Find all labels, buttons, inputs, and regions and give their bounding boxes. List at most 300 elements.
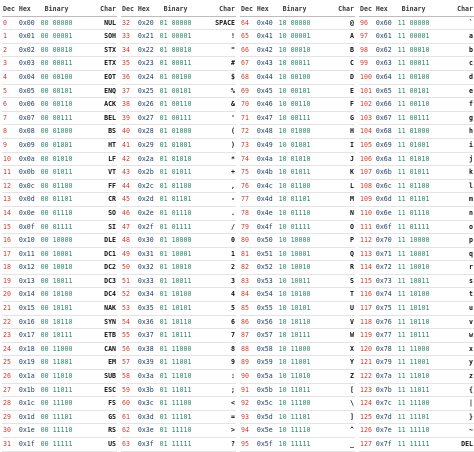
char-cell: HT	[108, 140, 117, 149]
dec-cell: 91	[241, 385, 249, 394]
dec-cell: 55	[122, 331, 130, 340]
hex-cell: 0x72	[375, 263, 392, 272]
hex-cell: 0x54	[256, 290, 273, 299]
hex-cell: 0x4d	[256, 195, 273, 204]
table-row	[240, 71, 355, 85]
hex-cell: 0x37	[137, 331, 154, 340]
binary-cell: 00 00100	[40, 72, 73, 81]
hex-cell: 0x77	[375, 331, 392, 340]
binary-cell: 10 10111	[278, 331, 311, 340]
binary-cell: 10 00010	[278, 45, 311, 54]
char-cell: B	[350, 45, 355, 54]
char-cell: 2	[231, 263, 236, 272]
header-char: Char	[338, 5, 354, 13]
char-cell: (	[231, 127, 236, 136]
char-cell: i	[469, 140, 474, 149]
table-row	[121, 57, 236, 71]
binary-cell: 11 00001	[397, 32, 430, 41]
hex-cell: 0x1d	[18, 412, 35, 421]
binary-cell: 00 11010	[40, 372, 73, 381]
dec-cell: 17	[3, 249, 11, 258]
binary-cell: 01 11001	[159, 358, 192, 367]
binary-cell: 10 11100	[278, 399, 311, 408]
table-row	[2, 234, 117, 248]
dec-cell: 105	[360, 140, 372, 149]
table-row	[121, 85, 236, 99]
char-cell: L	[350, 181, 355, 190]
char-cell: EOT	[104, 72, 117, 81]
binary-cell: 11 11000	[397, 344, 430, 353]
dec-cell: 27	[3, 385, 11, 394]
char-cell: ETB	[104, 331, 117, 340]
char-cell: -	[231, 195, 236, 204]
dec-cell: 1	[3, 32, 7, 41]
binary-cell: 10 11110	[278, 426, 311, 435]
char-cell: E	[350, 86, 355, 95]
char-cell: 9	[231, 358, 236, 367]
binary-cell: 10 00011	[278, 59, 311, 68]
char-cell: f	[469, 100, 474, 109]
hex-cell: 0x02	[18, 45, 35, 54]
char-cell: BEL	[104, 113, 117, 122]
binary-cell: 11 11110	[397, 426, 430, 435]
dec-cell: 96	[360, 18, 368, 27]
table-row	[240, 343, 355, 357]
table-row	[240, 17, 355, 31]
dec-cell: 84	[241, 290, 249, 299]
table-row	[2, 302, 117, 316]
char-cell: 0	[231, 236, 236, 245]
dec-cell: 82	[241, 263, 249, 272]
char-cell: s	[469, 276, 474, 285]
header-binary: Binary	[282, 5, 307, 13]
table-row	[359, 384, 474, 398]
table-row	[121, 71, 236, 85]
table-row	[240, 234, 355, 248]
char-cell: SUB	[104, 372, 117, 381]
binary-cell: 00 10010	[40, 263, 73, 272]
binary-cell: 01 01110	[159, 208, 192, 217]
table-row	[359, 17, 474, 31]
table-row	[2, 329, 117, 343]
char-cell: J	[350, 154, 355, 163]
binary-cell: 11 01111	[397, 222, 430, 231]
char-cell: e	[469, 86, 474, 95]
dec-cell: 103	[360, 113, 372, 122]
dec-cell: 43	[122, 168, 130, 177]
hex-cell: 0x66	[375, 100, 392, 109]
dec-cell: 78	[241, 208, 249, 217]
binary-cell: 00 10101	[40, 304, 73, 313]
table-row	[240, 316, 355, 330]
binary-cell: 10 11010	[278, 372, 311, 381]
char-cell: h	[469, 127, 474, 136]
binary-cell: 01 11000	[159, 344, 192, 353]
binary-cell: 11 11011	[397, 385, 430, 394]
hex-cell: 0x29	[137, 140, 154, 149]
table-row	[240, 44, 355, 58]
hex-cell: 0x7d	[375, 412, 392, 421]
binary-cell: 11 11001	[397, 358, 430, 367]
dec-cell: 61	[122, 412, 130, 421]
hex-cell: 0x52	[256, 263, 273, 272]
dec-cell: 31	[3, 440, 11, 448]
dec-cell: 108	[360, 181, 372, 190]
char-cell: =	[231, 412, 236, 421]
table-row	[240, 207, 355, 221]
dec-cell: 113	[360, 249, 372, 258]
binary-cell: 01 11011	[159, 385, 192, 394]
dec-cell: 29	[3, 412, 11, 421]
hex-cell: 0x2a	[137, 154, 154, 163]
hex-cell: 0x01	[18, 32, 35, 41]
table-row	[2, 411, 117, 425]
char-cell: NUL	[104, 18, 117, 27]
table-row	[240, 356, 355, 370]
hex-cell: 0x5e	[256, 426, 273, 435]
binary-cell: 00 10000	[40, 236, 73, 245]
table-row	[240, 261, 355, 275]
char-cell: "	[231, 45, 236, 54]
hex-cell: 0x65	[375, 86, 392, 95]
hex-cell: 0x50	[256, 236, 273, 245]
hex-cell: 0x11	[18, 249, 35, 258]
table-row	[359, 248, 474, 262]
dec-cell: 74	[241, 154, 249, 163]
dec-cell: 50	[122, 263, 130, 272]
char-cell: ?	[231, 440, 236, 448]
hex-cell: 0x1b	[18, 385, 35, 394]
hex-cell: 0x30	[137, 236, 154, 245]
dec-cell: 71	[241, 113, 249, 122]
table-row	[359, 275, 474, 289]
hex-cell: 0x4e	[256, 208, 273, 217]
binary-cell: 10 11001	[278, 358, 311, 367]
table-row	[240, 248, 355, 262]
hex-cell: 0x7b	[375, 385, 392, 394]
table-header	[121, 3, 236, 17]
dec-cell: 87	[241, 331, 249, 340]
table-row	[2, 343, 117, 357]
hex-cell: 0x4f	[256, 222, 273, 231]
table-row	[359, 71, 474, 85]
hex-cell: 0x47	[256, 113, 273, 122]
char-cell: FS	[108, 399, 117, 408]
dec-cell: 25	[3, 358, 11, 367]
table-row	[121, 288, 236, 302]
hex-cell: 0x78	[375, 344, 392, 353]
table-row	[240, 112, 355, 126]
table-row	[2, 316, 117, 330]
binary-cell: 00 10100	[40, 290, 73, 299]
table-row	[359, 180, 474, 194]
hex-cell: 0x13	[18, 276, 35, 285]
hex-cell: 0x0e	[18, 208, 35, 217]
hex-cell: 0x3a	[137, 372, 154, 381]
binary-cell: 10 00100	[278, 72, 311, 81]
hex-cell: 0x0d	[18, 195, 35, 204]
char-cell: v	[469, 317, 474, 326]
binary-cell: 01 10000	[159, 236, 192, 245]
table-row	[121, 193, 236, 207]
hex-cell: 0x6f	[375, 222, 392, 231]
dec-cell: 36	[122, 72, 130, 81]
binary-cell: 10 01100	[278, 181, 311, 190]
char-cell: <	[231, 399, 236, 408]
binary-cell: 10 01110	[278, 208, 311, 217]
hex-cell: 0x4c	[256, 181, 273, 190]
char-cell: G	[350, 113, 355, 122]
hex-cell: 0x60	[375, 18, 392, 27]
dec-cell: 73	[241, 140, 249, 149]
hex-cell: 0x1a	[18, 372, 35, 381]
hex-cell: 0x24	[137, 72, 154, 81]
char-cell: X	[350, 344, 355, 353]
ascii-block-2	[121, 3, 236, 448]
binary-cell: 01 00011	[159, 59, 192, 68]
rows-container	[240, 17, 355, 452]
hex-cell: 0x12	[18, 263, 35, 272]
dec-cell: 13	[3, 195, 11, 204]
table-row	[121, 166, 236, 180]
binary-cell: 11 01101	[397, 195, 430, 204]
char-cell: o	[469, 222, 474, 231]
binary-cell: 00 10001	[40, 249, 73, 258]
char-cell: SI	[108, 222, 117, 231]
table-row	[359, 234, 474, 248]
char-cell: )	[231, 140, 236, 149]
binary-cell: 10 10000	[278, 236, 311, 245]
hex-cell: 0x20	[137, 18, 154, 27]
binary-cell: 10 10011	[278, 276, 311, 285]
table-row	[121, 221, 236, 235]
char-cell: NAK	[104, 304, 117, 313]
char-cell: z	[469, 372, 474, 381]
binary-cell: 11 01010	[397, 154, 430, 163]
table-row	[2, 384, 117, 398]
table-row	[240, 30, 355, 44]
dec-cell: 11	[3, 168, 11, 177]
binary-cell: 00 10110	[40, 317, 73, 326]
hex-cell: 0x09	[18, 140, 35, 149]
hex-cell: 0x53	[256, 276, 273, 285]
binary-cell: 11 10111	[397, 331, 430, 340]
dec-cell: 21	[3, 304, 11, 313]
hex-cell: 0x7a	[375, 372, 392, 381]
binary-cell: 01 00010	[159, 45, 192, 54]
binary-cell: 11 11111	[397, 440, 430, 448]
char-cell: FF	[108, 181, 117, 190]
table-row	[359, 85, 474, 99]
binary-cell: 10 10110	[278, 317, 311, 326]
binary-cell: 01 11111	[159, 440, 192, 448]
binary-cell: 01 00111	[159, 113, 192, 122]
dec-cell: 77	[241, 195, 249, 204]
dec-cell: 88	[241, 344, 249, 353]
dec-cell: 15	[3, 222, 11, 231]
char-cell: $	[231, 72, 236, 81]
dec-cell: 104	[360, 127, 372, 136]
binary-cell: 01 10010	[159, 263, 192, 272]
binary-cell: 00 01100	[40, 181, 73, 190]
hex-cell: 0x19	[18, 358, 35, 367]
hex-cell: 0x41	[256, 32, 273, 41]
table-row	[240, 221, 355, 235]
binary-cell: 11 00111	[397, 113, 430, 122]
char-cell: .	[231, 208, 236, 217]
dec-cell: 41	[122, 140, 130, 149]
hex-cell: 0x70	[375, 236, 392, 245]
binary-cell: 00 11111	[40, 440, 73, 448]
binary-cell: 10 10010	[278, 263, 311, 272]
binary-cell: 01 11100	[159, 399, 192, 408]
char-cell: H	[350, 127, 355, 136]
hex-cell: 0x79	[375, 358, 392, 367]
dec-cell: 28	[3, 399, 11, 408]
binary-cell: 01 10111	[159, 331, 192, 340]
dec-cell: 56	[122, 344, 130, 353]
hex-cell: 0x64	[375, 72, 392, 81]
binary-cell: 01 10101	[159, 304, 192, 313]
char-cell: VT	[108, 168, 117, 177]
table-row	[2, 356, 117, 370]
table-row	[359, 207, 474, 221]
hex-cell: 0x5f	[256, 440, 273, 448]
binary-cell: 01 11101	[159, 412, 192, 421]
dec-cell: 35	[122, 59, 130, 68]
table-row	[121, 384, 236, 398]
table-header	[359, 3, 474, 17]
char-cell: R	[350, 263, 355, 272]
dec-cell: 2	[3, 45, 7, 54]
dec-cell: 58	[122, 372, 130, 381]
table-row	[240, 166, 355, 180]
dec-cell: 39	[122, 113, 130, 122]
char-cell: |	[469, 399, 474, 408]
binary-cell: 11 00000	[397, 18, 430, 27]
char-cell: ;	[231, 385, 236, 394]
dec-cell: 6	[3, 100, 7, 109]
hex-cell: 0x3f	[137, 440, 154, 448]
table-row	[2, 207, 117, 221]
binary-cell: 11 01011	[397, 168, 430, 177]
dec-cell: 83	[241, 276, 249, 285]
binary-cell: 00 00000	[40, 18, 73, 27]
hex-cell: 0x39	[137, 358, 154, 367]
table-row	[2, 98, 117, 112]
hex-cell: 0x59	[256, 358, 273, 367]
binary-cell: 01 10100	[159, 290, 192, 299]
table-row	[2, 71, 117, 85]
dec-cell: 33	[122, 32, 130, 41]
table-row	[359, 98, 474, 112]
binary-cell: 01 01011	[159, 168, 192, 177]
char-cell: l	[469, 181, 474, 190]
table-row	[240, 85, 355, 99]
hex-cell: 0x7e	[375, 426, 392, 435]
hex-cell: 0x36	[137, 317, 154, 326]
dec-cell: 23	[3, 331, 11, 340]
table-row	[121, 329, 236, 343]
dec-cell: 30	[3, 426, 11, 435]
binary-cell: 00 11000	[40, 344, 73, 353]
dec-cell: 80	[241, 236, 249, 245]
char-cell: S	[350, 276, 355, 285]
table-header	[240, 3, 355, 17]
binary-cell: 11 10011	[397, 276, 430, 285]
char-cell: STX	[104, 45, 117, 54]
char-cell: 6	[231, 317, 236, 326]
table-row	[121, 356, 236, 370]
hex-cell: 0x56	[256, 317, 273, 326]
char-cell: SYN	[104, 317, 117, 326]
header-dec: Dec	[3, 5, 15, 13]
header-hex: Hex	[256, 5, 269, 13]
hex-cell: 0x14	[18, 290, 35, 299]
table-row	[121, 112, 236, 126]
dec-cell: 72	[241, 127, 249, 136]
char-cell: \	[350, 399, 355, 408]
dec-cell: 38	[122, 100, 130, 109]
table-row	[240, 288, 355, 302]
binary-cell: 01 11010	[159, 372, 192, 381]
table-row	[359, 166, 474, 180]
table-row	[121, 261, 236, 275]
char-cell: SPACE	[215, 18, 236, 27]
char-cell: CAN	[104, 344, 117, 353]
table-row	[359, 125, 474, 139]
char-cell: 3	[231, 276, 236, 285]
table-row	[2, 153, 117, 167]
char-cell: &	[231, 100, 236, 109]
dec-cell: 67	[241, 59, 249, 68]
dec-cell: 120	[360, 344, 372, 353]
hex-cell: 0x5a	[256, 372, 273, 381]
dec-cell: 16	[3, 236, 11, 245]
table-row	[359, 316, 474, 330]
char-cell: ^	[350, 426, 355, 435]
hex-cell: 0x27	[137, 113, 154, 122]
table-row	[359, 221, 474, 235]
dec-cell: 110	[360, 208, 372, 217]
hex-cell: 0x3d	[137, 412, 154, 421]
dec-cell: 99	[360, 59, 368, 68]
dec-cell: 7	[3, 113, 7, 122]
table-row	[359, 438, 474, 452]
dec-cell: 47	[122, 222, 130, 231]
char-cell: M	[350, 195, 355, 204]
binary-cell: 00 00011	[40, 59, 73, 68]
binary-cell: 10 00111	[278, 113, 311, 122]
table-row	[240, 302, 355, 316]
dec-cell: 93	[241, 412, 249, 421]
rows-container	[121, 17, 236, 452]
table-row	[240, 57, 355, 71]
dec-cell: 10	[3, 154, 11, 163]
table-row	[240, 329, 355, 343]
dec-cell: 66	[241, 45, 249, 54]
dec-cell: 100	[360, 72, 372, 81]
char-cell: F	[350, 100, 355, 109]
hex-cell: 0x6b	[375, 168, 392, 177]
binary-cell: 00 00111	[40, 113, 73, 122]
binary-cell: 10 00110	[278, 100, 311, 109]
char-cell: O	[350, 222, 355, 231]
dec-cell: 4	[3, 72, 7, 81]
char-cell: N	[350, 208, 355, 217]
table-row	[121, 397, 236, 411]
table-row	[2, 85, 117, 99]
